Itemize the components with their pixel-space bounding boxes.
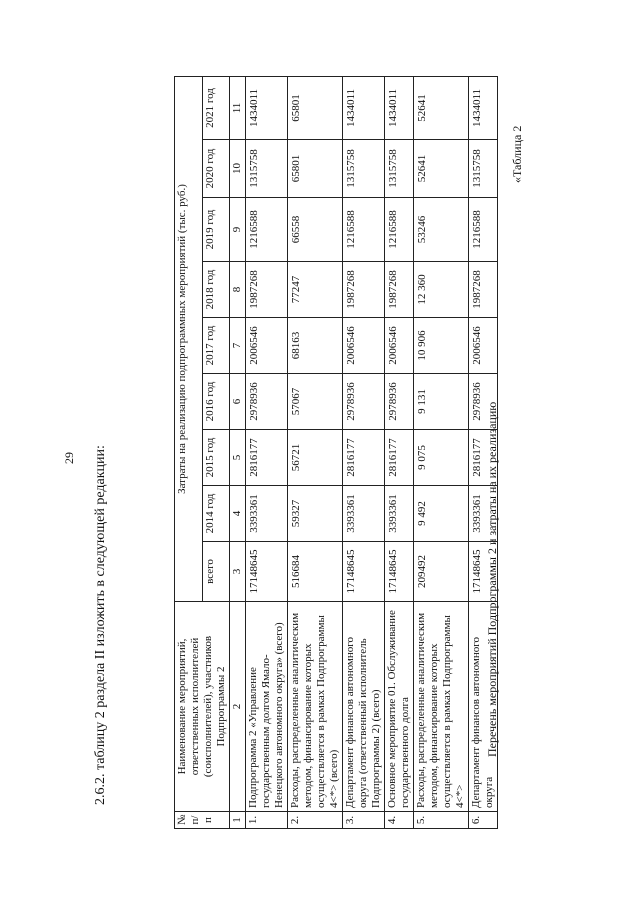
column-number: 2	[230, 602, 246, 812]
row-value: 1434011	[469, 77, 498, 140]
row-value: 1434011	[246, 77, 288, 140]
header-total: всего	[202, 542, 230, 602]
row-value: 2978936	[246, 374, 288, 430]
row-value: 1216588	[469, 198, 498, 262]
row-value: 3393361	[385, 486, 414, 542]
row-value: 12 360	[414, 262, 469, 318]
table-row	[385, 77, 414, 829]
row-value: 53246	[414, 198, 469, 262]
row-number: 5.	[414, 812, 469, 829]
row-value: 17148645	[246, 542, 288, 602]
row-value: 2978936	[343, 374, 385, 430]
row-value: 9 075	[414, 430, 469, 486]
row-value: 17148645	[385, 542, 414, 602]
row-value: 59327	[288, 486, 343, 542]
row-number: 4.	[385, 812, 414, 829]
row-value: 65801	[288, 140, 343, 198]
row-value: 1987268	[343, 262, 385, 318]
column-number: 1	[230, 812, 246, 829]
row-name: Департамент финансов автономного округа	[469, 602, 498, 812]
row-value: 56721	[288, 430, 343, 486]
row-value: 1987268	[385, 262, 414, 318]
row-number: 1.	[246, 812, 288, 829]
row-number: 3.	[343, 812, 385, 829]
header-year: 2015 год	[202, 430, 230, 486]
row-value: 3393361	[246, 486, 288, 542]
row-value: 52641	[414, 77, 469, 140]
row-value: 1434011	[343, 77, 385, 140]
row-value: 3393361	[469, 486, 498, 542]
row-value: 17148645	[469, 542, 498, 602]
row-value: 52641	[414, 140, 469, 198]
row-name: Подпрограмма 2 «Управление государственным долгом Ямало-Ненецкого автономного округа» (всего)	[246, 602, 288, 812]
header-year: 2018 год	[202, 262, 230, 318]
header-name: Наименование мероприятий, ответственных исполнителей (соисполнителей), участников Подпрограммы 2	[175, 602, 230, 812]
row-value: 10 906	[414, 318, 469, 374]
header-year: 2014 год	[202, 486, 230, 542]
table-row	[414, 77, 469, 829]
column-number: 3	[230, 542, 246, 602]
row-value: 2816177	[385, 430, 414, 486]
header-year: 2021 год	[202, 77, 230, 140]
row-value: 1315758	[385, 140, 414, 198]
row-name: Расходы, распределенные аналитическим методом, финансирование которых осуществляется в рамках Подпрограммы 4<*> (всего)	[288, 602, 343, 812]
row-value: 57067	[288, 374, 343, 430]
row-value: 2816177	[246, 430, 288, 486]
row-name: Расходы, распределенные аналитическим методом, финансирование которых осуществляется в рамках Подпрограммы 4<*>	[414, 602, 469, 812]
row-value: 2006546	[246, 318, 288, 374]
table-row	[343, 77, 385, 829]
column-number: 10	[230, 140, 246, 198]
row-value: 2006546	[343, 318, 385, 374]
subprogram-table	[174, 76, 498, 829]
column-number: 4	[230, 486, 246, 542]
row-value: 1216588	[343, 198, 385, 262]
row-value: 1434011	[385, 77, 414, 140]
column-number: 7	[230, 318, 246, 374]
header-number: № п/п	[175, 812, 230, 829]
row-number: 6.	[469, 812, 498, 829]
table-row	[246, 77, 288, 829]
row-value: 1987268	[246, 262, 288, 318]
table-row	[469, 77, 498, 829]
row-value: 2978936	[385, 374, 414, 430]
row-value: 1315758	[343, 140, 385, 198]
row-value: 65801	[288, 77, 343, 140]
row-value: 209492	[414, 542, 469, 602]
row-value: 66558	[288, 198, 343, 262]
header-year: 2020 год	[202, 140, 230, 198]
row-value: 2816177	[469, 430, 498, 486]
row-value: 1987268	[469, 262, 498, 318]
table-row	[288, 77, 343, 829]
row-value: 1216588	[246, 198, 288, 262]
row-value: 2978936	[469, 374, 498, 430]
header-costs-group: Затраты на реализацию подпрограммных мероприятий (тыс. руб.)	[175, 77, 203, 602]
row-value: 9 492	[414, 486, 469, 542]
row-value: 516684	[288, 542, 343, 602]
column-number: 6	[230, 374, 246, 430]
row-value: 1216588	[385, 198, 414, 262]
row-value: 2816177	[343, 430, 385, 486]
row-value: 17148645	[343, 542, 385, 602]
table-label: «Таблица 2	[510, 125, 524, 183]
header-year: 2019 год	[202, 198, 230, 262]
page-number: 29	[62, 452, 76, 464]
column-number: 5	[230, 430, 246, 486]
row-value: 1315758	[246, 140, 288, 198]
section-heading: 2.6.2. таблицу 2 раздела II изложить в следующей редакции:	[93, 445, 108, 805]
row-value: 1315758	[469, 140, 498, 198]
row-number: 2.	[288, 812, 343, 829]
header-year: 2016 год	[202, 374, 230, 430]
column-number: 9	[230, 198, 246, 262]
row-value: 9 131	[414, 374, 469, 430]
row-value: 2006546	[385, 318, 414, 374]
row-value: 3393361	[343, 486, 385, 542]
row-value: 68163	[288, 318, 343, 374]
row-value: 77247	[288, 262, 343, 318]
table-caption: Перечень мероприятий Подпрограммы 2 и затраты на их реализацию	[485, 401, 499, 757]
header-year: 2017 год	[202, 318, 230, 374]
row-value: 2006546	[469, 318, 498, 374]
row-name: Основное мероприятие 01. Обслуживание государственного долга	[385, 602, 414, 812]
column-number: 8	[230, 262, 246, 318]
row-name: Департамент финансов автономного округа (ответственный исполнитель Подпрограммы 2) (всего)	[343, 602, 385, 812]
column-number: 11	[230, 77, 246, 140]
